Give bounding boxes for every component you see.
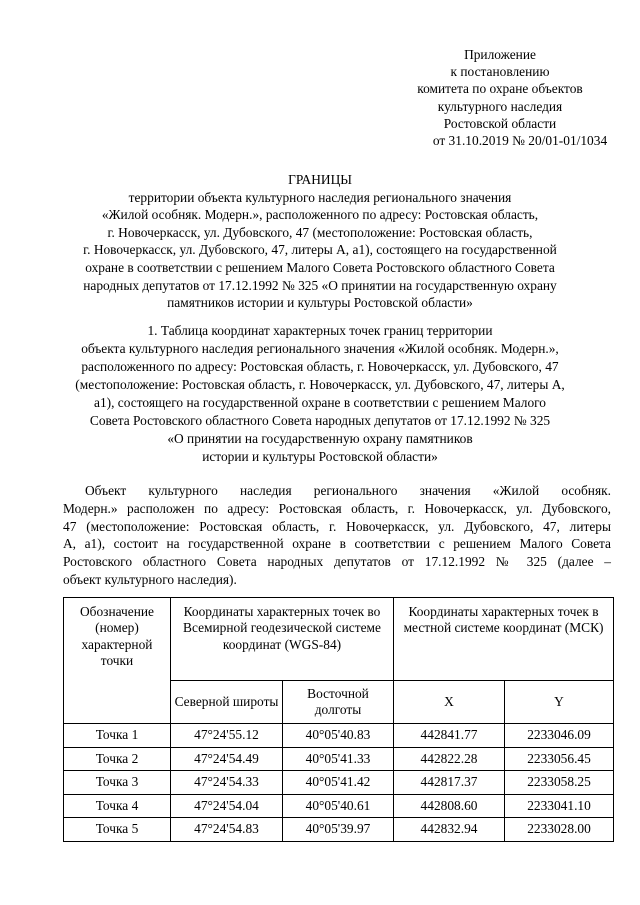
cell-longitude: 40°05'40.61 [283,794,394,818]
appendix-date-line: от 31.10.2019 № 20/01-01/1034 [432,133,608,149]
cell-x: 442808.60 [394,794,505,818]
cell-longitude: 40°05'41.33 [283,747,394,771]
cell-point: Точка 1 [64,724,171,748]
subheader-x: X [394,681,505,724]
description-paragraph [63,482,611,589]
cell-x: 442822.28 [394,747,505,771]
cell-latitude: 47°24'54.49 [171,747,283,771]
paragraph-line: Модерн.» расположен по адресу: Ростовская область, г. Новочеркасск, ул. Дубовского, [63,500,611,516]
appendix-line: Приложение [464,47,536,62]
paragraph-line: А, а1), состоит на государственной охране в соответствии с решением Малого Совета [63,536,611,552]
cell-point: Точка 5 [64,818,171,842]
caption-line: «О принятии на государственную охрану памятников [167,431,473,446]
table-row [64,724,614,748]
subheader-longitude: Восточной долготы [283,681,394,724]
caption-line: а1), состоящего на государственной охране в соответствии с решением Малого [94,395,546,410]
title-line: территории объекта культурного наследия регионального значения [128,189,512,205]
cell-x: 442817.37 [394,771,505,795]
title-heading: ГРАНИЦЫ [288,172,352,187]
appendix-block [360,46,640,149]
caption-line: объекта культурного наследия регионального значения «Жилой особняк. Модерн.», [81,341,559,356]
cell-longitude: 40°05'40.83 [283,724,394,748]
caption-line: (местоположение: Ростовская область, г. Новочеркасск, ул. Дубовского, 47, литеры А, [75,377,565,392]
appendix-line: Ростовской области [443,115,557,131]
paragraph-line: Объект культурного наследия регионального значения «Жилой особняк. [85,483,611,498]
paragraph-line: 47 (местоположение: Ростовская область, г. Новочеркасск, ул. Дубовского, 47, литеры [63,518,611,534]
caption-line: Совета Ростовского областного Совета народных депутатов от 17.12.1992 № 325 [89,413,551,428]
cell-latitude: 47°24'54.04 [171,794,283,818]
title-line: охране в соответствии с решением Малого Совета Ростовского областного Совета [85,259,555,275]
coordinates-table [63,597,614,842]
paragraph-line: Ростовского областного Совета народных депутатов от 17.12.1992 № 325 (далее – [63,554,611,570]
table-row [64,818,614,842]
header-designation: Обозначение (номер) характерной точки [64,598,171,724]
table-row [64,794,614,818]
subheader-y: Y [505,681,614,724]
document-title [70,171,570,312]
subheader-latitude: Северной широты [171,681,283,724]
header-wgs: Координаты характерных точек во Всемирной геодезической системе координат (WGS-84) [171,598,394,681]
cell-point: Точка 2 [64,747,171,771]
paragraph-line: объект культурного наследия). [63,571,237,587]
title-line: народных депутатов от 17.12.1992 № 325 «О принятии на государственную охрану [83,277,557,293]
cell-y: 2233041.10 [505,794,614,818]
cell-point: Точка 3 [64,771,171,795]
cell-latitude: 47°24'54.33 [171,771,283,795]
appendix-line: культурного наследия [437,98,563,114]
cell-y: 2233046.09 [505,724,614,748]
title-line: «Жилой особняк. Модерн.», расположенного по адресу: Ростовская область, [101,207,539,223]
cell-y: 2233058.25 [505,771,614,795]
table-caption [64,322,576,466]
cell-x: 442841.77 [394,724,505,748]
appendix-line: комитета по охране объектов [417,81,583,97]
title-line: памятников истории и культуры Ростовской области» [167,295,473,311]
header-msk: Координаты характерных точек в местной системе координат (МСК) [394,598,614,681]
cell-longitude: 40°05'41.42 [283,771,394,795]
caption-line: 1. Таблица координат характерных точек границ территории [147,323,493,338]
caption-line: истории и культуры Ростовской области» [202,449,438,464]
appendix-line: к постановлению [450,64,550,80]
cell-latitude: 47°24'54.83 [171,818,283,842]
table-row [64,747,614,771]
cell-x: 442832.94 [394,818,505,842]
cell-latitude: 47°24'55.12 [171,724,283,748]
cell-y: 2233056.45 [505,747,614,771]
title-line: г. Новочеркасск, ул. Дубовского, 47 (местоположение: Ростовская область, [107,224,533,240]
title-line: г. Новочеркасск, ул. Дубовского, 47, литеры А, а1), состоящего на государственной [83,242,557,258]
caption-line: расположенного по адресу: Ростовская область, г. Новочеркасск, ул. Дубовского, 47 [81,359,559,374]
cell-point: Точка 4 [64,794,171,818]
cell-y: 2233028.00 [505,818,614,842]
table-row [64,771,614,795]
cell-longitude: 40°05'39.97 [283,818,394,842]
